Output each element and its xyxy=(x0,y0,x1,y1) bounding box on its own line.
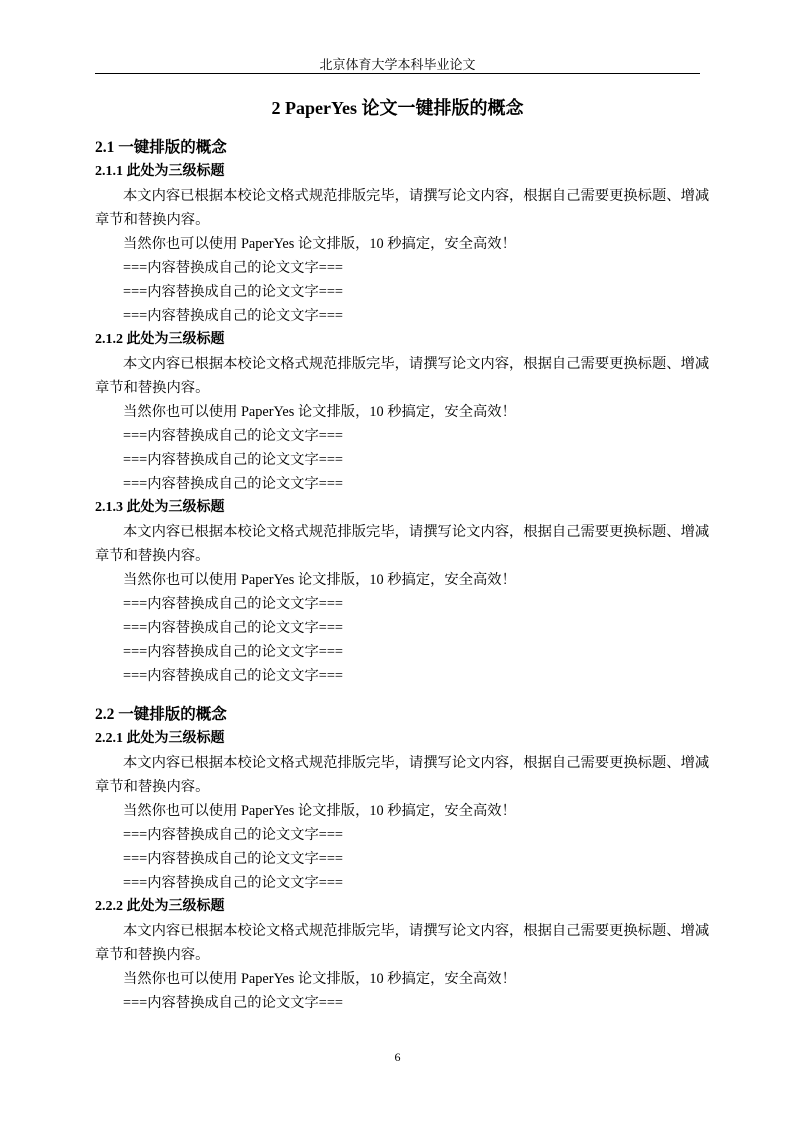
document-body xyxy=(95,136,710,1015)
paragraph-line: 章节和替换内容。 xyxy=(95,947,210,963)
paragraph-line: 当然你也可以使用 PaperYes 论文排版，10 秒搞定，安全高效！ xyxy=(123,971,516,987)
paragraph-line: ===内容替换成自己的论文文字=== xyxy=(123,260,343,276)
paragraph-line: ===内容替换成自己的论文文字=== xyxy=(123,428,343,444)
paragraph-line: ===内容替换成自己的论文文字=== xyxy=(123,596,343,612)
paragraph-line: ===内容替换成自己的论文文字=== xyxy=(123,851,343,867)
paragraph-line: 当然你也可以使用 PaperYes 论文排版，10 秒搞定，安全高效！ xyxy=(123,803,516,819)
subsection-heading: 2.1.3 此处为三级标题 xyxy=(95,500,225,515)
paragraph-line: 本文内容已根据本校论文格式规范排版完毕，请撰写论文内容，根据自己需要更换标题、增减 xyxy=(123,923,710,939)
paragraph-line: ===内容替换成自己的论文文字=== xyxy=(123,452,343,468)
paragraph-line: 章节和替换内容。 xyxy=(95,779,210,795)
subsection-heading: 2.2.2 此处为三级标题 xyxy=(95,899,225,914)
paragraph-line: ===内容替换成自己的论文文字=== xyxy=(123,308,343,324)
section-heading: 2.2 一键排版的概念 xyxy=(95,706,227,723)
paragraph-line: 当然你也可以使用 PaperYes 论文排版，10 秒搞定，安全高效！ xyxy=(123,236,516,252)
running-header: 北京体育大学本科毕业论文 xyxy=(319,57,476,72)
paragraph-line: 当然你也可以使用 PaperYes 论文排版，10 秒搞定，安全高效！ xyxy=(123,404,516,420)
subsection-heading: 2.1.2 此处为三级标题 xyxy=(95,332,225,347)
paragraph-line: ===内容替换成自己的论文文字=== xyxy=(123,284,343,300)
paragraph-line: 本文内容已根据本校论文格式规范排版完毕，请撰写论文内容，根据自己需要更换标题、增减 xyxy=(123,188,710,204)
page-number: 6 xyxy=(394,1050,401,1064)
paragraph-line: 章节和替换内容。 xyxy=(95,380,210,396)
paragraph-line: 本文内容已根据本校论文格式规范排版完毕，请撰写论文内容，根据自己需要更换标题、增减 xyxy=(123,356,710,372)
paragraph-line: ===内容替换成自己的论文文字=== xyxy=(123,620,343,636)
chapter-title: 2 PaperYes 论文一键排版的概念 xyxy=(271,98,524,118)
paragraph-line: ===内容替换成自己的论文文字=== xyxy=(123,644,343,660)
header-rule xyxy=(95,73,700,74)
subsection-heading: 2.2.1 此处为三级标题 xyxy=(95,731,225,746)
paragraph-line: ===内容替换成自己的论文文字=== xyxy=(123,476,343,492)
paragraph-line: 本文内容已根据本校论文格式规范排版完毕，请撰写论文内容，根据自己需要更换标题、增减 xyxy=(123,524,710,540)
paragraph-line: 章节和替换内容。 xyxy=(95,212,210,228)
paragraph-line: ===内容替换成自己的论文文字=== xyxy=(123,875,343,891)
paragraph-line: 章节和替换内容。 xyxy=(95,548,210,564)
paragraph-line: ===内容替换成自己的论文文字=== xyxy=(123,827,343,843)
paragraph-line: ===内容替换成自己的论文文字=== xyxy=(123,668,343,684)
paragraph-line: 当然你也可以使用 PaperYes 论文排版，10 秒搞定，安全高效！ xyxy=(123,572,516,588)
paragraph-line: 本文内容已根据本校论文格式规范排版完毕，请撰写论文内容，根据自己需要更换标题、增减 xyxy=(123,755,710,771)
subsection-heading: 2.1.1 此处为三级标题 xyxy=(95,164,225,179)
section-heading: 2.1 一键排版的概念 xyxy=(95,139,227,156)
paragraph-line: ===内容替换成自己的论文文字=== xyxy=(123,995,343,1011)
